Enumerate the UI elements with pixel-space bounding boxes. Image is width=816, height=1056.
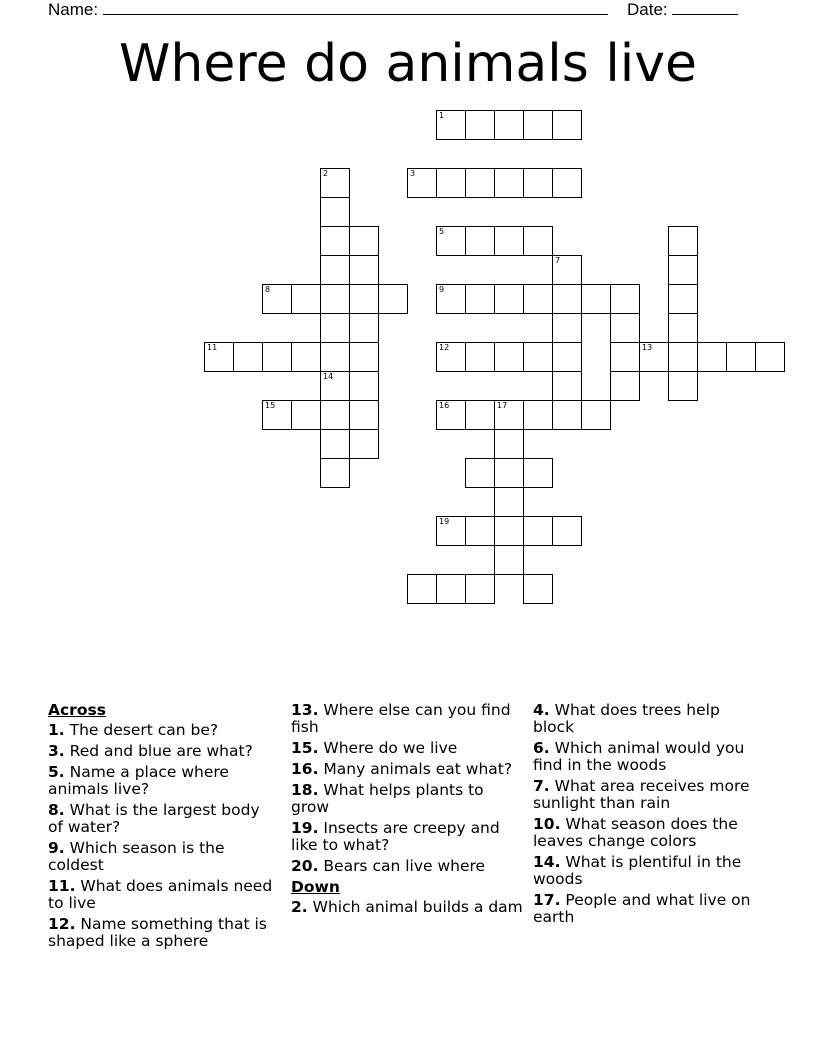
- clue-item-number: 13.: [291, 701, 319, 719]
- clue-number: 15: [265, 401, 276, 410]
- grid-cell[interactable]: [610, 313, 640, 343]
- clue-number: 7: [555, 256, 561, 265]
- grid-cell[interactable]: [465, 516, 495, 546]
- clue-item-number: 16.: [291, 760, 319, 778]
- clues-column-2: [291, 702, 523, 920]
- clue-item-number: 6.: [533, 739, 550, 757]
- clue-number: 12: [439, 343, 450, 352]
- grid-cell[interactable]: [465, 226, 495, 256]
- clue-number: 17: [497, 401, 508, 410]
- grid-cell[interactable]: [204, 342, 234, 372]
- clue-item: [48, 743, 278, 760]
- grid-cell[interactable]: [320, 226, 350, 256]
- clue-item-text: What area receives more sunlight than rain: [533, 777, 750, 812]
- clue-item-text: The desert can be?: [64, 721, 219, 739]
- grid-cell[interactable]: [349, 284, 379, 314]
- grid-cell[interactable]: [436, 110, 466, 140]
- clue-item-text: Which animal builds a dam: [307, 898, 523, 916]
- grid-cell[interactable]: [407, 168, 437, 198]
- grid-cell[interactable]: [436, 284, 466, 314]
- clue-number: 19: [439, 517, 450, 526]
- grid-cell[interactable]: [552, 284, 582, 314]
- grid-cell[interactable]: [523, 458, 553, 488]
- clue-number: 3: [410, 169, 416, 178]
- grid-cell[interactable]: [494, 284, 524, 314]
- grid-cell[interactable]: [349, 226, 379, 256]
- clue-item-text: Which season is the coldest: [48, 839, 225, 874]
- grid-cell[interactable]: [291, 400, 321, 430]
- grid-cell[interactable]: [436, 342, 466, 372]
- grid-cell[interactable]: [494, 226, 524, 256]
- grid-cell[interactable]: [349, 255, 379, 285]
- clue-item-text: Many animals eat what?: [318, 760, 513, 778]
- grid-cell[interactable]: [494, 342, 524, 372]
- clue-number: 16: [439, 401, 450, 410]
- clue-number: 1: [439, 111, 445, 120]
- grid-cell[interactable]: [291, 342, 321, 372]
- date-label: Date:: [627, 0, 668, 19]
- grid-cell[interactable]: [349, 371, 379, 401]
- grid-cell[interactable]: [320, 458, 350, 488]
- grid-cell[interactable]: [523, 168, 553, 198]
- grid-cell[interactable]: [581, 284, 611, 314]
- clue-item: [533, 740, 765, 774]
- grid-cell[interactable]: [523, 516, 553, 546]
- clue-item-text: What does trees help block: [533, 701, 720, 736]
- grid-cell[interactable]: [755, 342, 785, 372]
- grid-cell[interactable]: [494, 110, 524, 140]
- clue-item-number: 3.: [48, 742, 65, 760]
- clue-item-number: 2.: [291, 898, 308, 916]
- clue-item: [48, 840, 278, 874]
- grid-cell[interactable]: [465, 400, 495, 430]
- grid-cell[interactable]: [494, 400, 524, 430]
- clue-item: [291, 740, 523, 757]
- clue-number: 11: [207, 343, 218, 352]
- grid-cell[interactable]: [523, 400, 553, 430]
- grid-cell[interactable]: [436, 168, 466, 198]
- grid-cell[interactable]: [494, 487, 524, 517]
- grid-cell[interactable]: [349, 400, 379, 430]
- clue-item: [48, 802, 278, 836]
- grid-cell[interactable]: [523, 226, 553, 256]
- clue-item-text: What is the largest body of water?: [48, 801, 260, 836]
- grid-cell[interactable]: [523, 342, 553, 372]
- grid-cell[interactable]: [320, 313, 350, 343]
- grid-cell[interactable]: [407, 574, 437, 604]
- grid-cell[interactable]: [436, 226, 466, 256]
- grid-cell[interactable]: [552, 168, 582, 198]
- grid-cell[interactable]: [552, 516, 582, 546]
- clue-item-text: What season does the leaves change colors: [533, 815, 738, 850]
- grid-cell[interactable]: [552, 110, 582, 140]
- grid-cell[interactable]: [320, 371, 350, 401]
- grid-cell[interactable]: [610, 342, 640, 372]
- grid-cell[interactable]: [523, 284, 553, 314]
- grid-cell[interactable]: [494, 168, 524, 198]
- clue-section-heading: Down: [291, 878, 340, 896]
- grid-cell[interactable]: [262, 342, 292, 372]
- grid-cell[interactable]: [465, 168, 495, 198]
- clue-item: [533, 816, 765, 850]
- grid-cell[interactable]: [320, 342, 350, 372]
- grid-cell[interactable]: [349, 313, 379, 343]
- clue-item-text: Red and blue are what?: [64, 742, 253, 760]
- clue-number: 5: [439, 227, 445, 236]
- clue-item-number: 20.: [291, 857, 319, 875]
- grid-cell[interactable]: [494, 516, 524, 546]
- grid-cell[interactable]: [668, 313, 698, 343]
- clue-item-text: Where do we live: [318, 739, 458, 757]
- clue-number: 8: [265, 285, 271, 294]
- clue-item-number: 5.: [48, 763, 65, 781]
- grid-cell[interactable]: [320, 168, 350, 198]
- clue-item-text: What helps plants to grow: [291, 781, 484, 816]
- clue-item: [291, 702, 523, 736]
- clue-item: [291, 761, 523, 778]
- clue-item: [533, 892, 765, 926]
- grid-cell[interactable]: [610, 284, 640, 314]
- clue-item-text: Name a place where animals live?: [48, 763, 229, 798]
- grid-cell[interactable]: [552, 400, 582, 430]
- clue-item: [291, 820, 523, 854]
- clue-item-number: 11.: [48, 877, 76, 895]
- grid-cell[interactable]: [349, 342, 379, 372]
- grid-cell[interactable]: [320, 429, 350, 459]
- grid-cell[interactable]: [610, 371, 640, 401]
- grid-cell[interactable]: [552, 313, 582, 343]
- grid-cell[interactable]: [233, 342, 263, 372]
- grid-cell[interactable]: [465, 342, 495, 372]
- clue-item-text: Where else can you find fish: [291, 701, 511, 736]
- grid-cell[interactable]: [291, 284, 321, 314]
- grid-cell[interactable]: [465, 284, 495, 314]
- grid-cell[interactable]: [378, 284, 408, 314]
- grid-cell[interactable]: [668, 284, 698, 314]
- grid-cell[interactable]: [668, 255, 698, 285]
- clue-number: 13: [642, 343, 653, 352]
- grid-cell[interactable]: [436, 516, 466, 546]
- clue-item: [291, 858, 523, 875]
- clue-item-number: 14.: [533, 853, 561, 871]
- clue-item-text: People and what live on earth: [533, 891, 751, 926]
- clue-item-number: 1.: [48, 721, 65, 739]
- clue-item-number: 7.: [533, 777, 550, 795]
- grid-cell[interactable]: [465, 110, 495, 140]
- grid-cell[interactable]: [552, 255, 582, 285]
- grid-cell[interactable]: [697, 342, 727, 372]
- clue-item: [291, 782, 523, 816]
- clue-item: [48, 764, 278, 798]
- grid-cell[interactable]: [320, 255, 350, 285]
- grid-cell[interactable]: [668, 226, 698, 256]
- grid-cell[interactable]: [523, 574, 553, 604]
- grid-cell[interactable]: [552, 342, 582, 372]
- grid-cell[interactable]: [436, 574, 466, 604]
- clue-item-number: 18.: [291, 781, 319, 799]
- clue-item-text: Bears can live where: [318, 857, 486, 875]
- clue-section-heading: Across: [48, 701, 106, 719]
- clue-item-text: Insects are creepy and like to what?: [291, 819, 500, 854]
- grid-cell[interactable]: [436, 400, 466, 430]
- name-label: Name:: [48, 0, 99, 19]
- grid-cell[interactable]: [581, 400, 611, 430]
- grid-cell[interactable]: [465, 574, 495, 604]
- clue-item: [533, 854, 765, 888]
- clue-item-number: 10.: [533, 815, 561, 833]
- clue-item-number: 9.: [48, 839, 65, 857]
- clue-item: [48, 722, 278, 739]
- grid-cell[interactable]: [320, 400, 350, 430]
- clue-item-text: What does animals need to live: [48, 877, 273, 912]
- clue-number: 2: [323, 169, 329, 178]
- grid-cell[interactable]: [320, 197, 350, 227]
- grid-cell[interactable]: [726, 342, 756, 372]
- grid-cell[interactable]: [668, 371, 698, 401]
- grid-cell[interactable]: [552, 371, 582, 401]
- grid-cell[interactable]: [494, 429, 524, 459]
- grid-cell[interactable]: [262, 284, 292, 314]
- clue-item-text: What is plentiful in the woods: [533, 853, 742, 888]
- grid-cell[interactable]: [349, 429, 379, 459]
- clue-item-text: Which animal would you find in the woods: [533, 739, 745, 774]
- clues-column-1: [48, 702, 278, 954]
- clue-item: [48, 916, 278, 950]
- clue-item-number: 4.: [533, 701, 550, 719]
- clue-item-number: 12.: [48, 915, 76, 933]
- clues-column-3: [533, 702, 765, 930]
- clue-item-number: 17.: [533, 891, 561, 909]
- grid-cell[interactable]: [465, 458, 495, 488]
- clue-item-number: 19.: [291, 819, 319, 837]
- grid-cell[interactable]: [262, 400, 292, 430]
- grid-cell[interactable]: [320, 284, 350, 314]
- clue-number: 9: [439, 285, 445, 294]
- clue-item-text: Name something that is shaped like a sphere: [48, 915, 267, 950]
- page-title: Where do animals live: [119, 34, 697, 94]
- clue-item: [533, 778, 765, 812]
- clue-item-number: 15.: [291, 739, 319, 757]
- grid-cell[interactable]: [494, 545, 524, 575]
- clue-item: [291, 899, 523, 916]
- grid-cell[interactable]: [639, 342, 669, 372]
- clue-item-number: 8.: [48, 801, 65, 819]
- grid-cell[interactable]: [668, 342, 698, 372]
- clue-item: [48, 878, 278, 912]
- grid-cell[interactable]: [523, 110, 553, 140]
- clue-item: [533, 702, 765, 736]
- grid-cell[interactable]: [494, 458, 524, 488]
- clue-number: 14: [323, 372, 334, 381]
